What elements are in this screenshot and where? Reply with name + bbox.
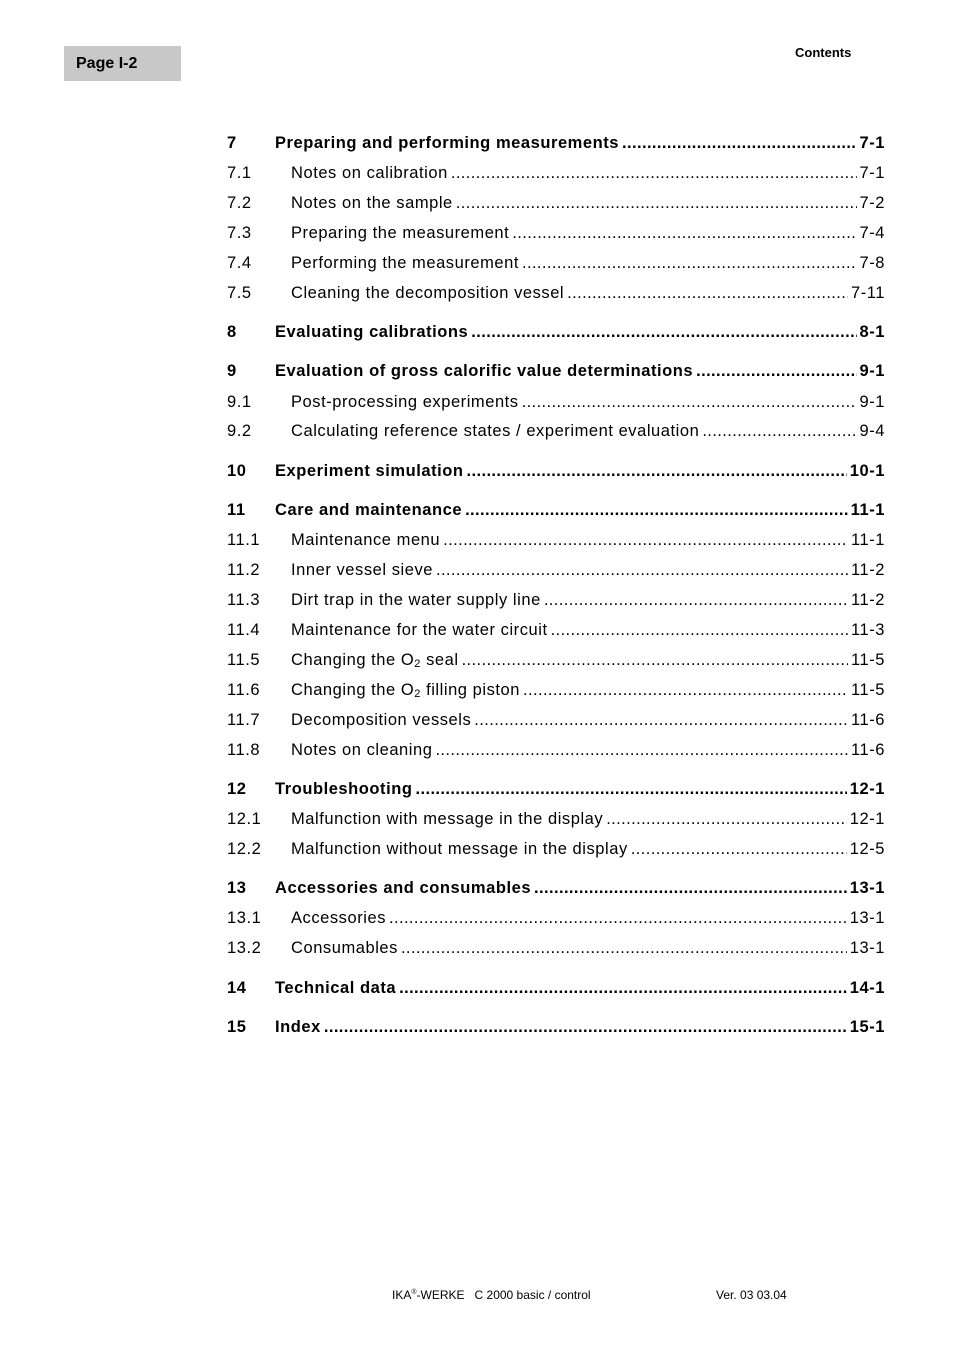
- toc-number: 11.3: [227, 591, 261, 609]
- toc-title: Malfunction with message in the display: [291, 810, 604, 828]
- toc-page-number: 8-1: [859, 323, 885, 341]
- toc-page-number: 9-4: [859, 422, 885, 440]
- toc-title: Dirt trap in the water supply line: [291, 591, 541, 609]
- toc-section-row: [227, 708, 885, 732]
- page-label: Page I-2: [64, 46, 181, 81]
- toc-title: Accessories and consumables: [275, 879, 532, 897]
- toc-leader-dots: [551, 618, 848, 642]
- toc-title: Care and maintenance: [275, 501, 463, 519]
- footer-brand: IKA: [392, 1288, 412, 1302]
- toc-leader-dots: [544, 588, 848, 612]
- toc-number: 12.2: [227, 840, 262, 858]
- toc-number: 9: [227, 362, 237, 380]
- toc-title: Preparing and performing measurements: [275, 134, 620, 152]
- toc-page-number: 12-1: [849, 810, 885, 828]
- toc-number: 11.7: [227, 711, 261, 729]
- toc-chapter-row: [227, 976, 885, 1000]
- toc-leader-dots: [606, 807, 847, 831]
- toc-leader-dots: [451, 161, 857, 185]
- toc-title: Evaluating calibrations: [275, 323, 469, 341]
- toc-number: 11.4: [227, 621, 261, 639]
- toc-chapter-row: [227, 876, 885, 900]
- toc-entry-line: [275, 777, 885, 801]
- toc-entry-line: [291, 161, 885, 185]
- toc-entry-line: [291, 906, 885, 930]
- toc-number: 7.5: [227, 284, 252, 302]
- registered-mark: ®: [411, 1289, 417, 1296]
- toc-leader-dots: [702, 419, 856, 443]
- toc-section-row: [227, 221, 885, 245]
- toc-page-number: 7-8: [859, 254, 885, 272]
- toc-entry-line: [291, 419, 885, 443]
- toc-entry-line: [291, 678, 885, 706]
- toc-title: Experiment simulation: [275, 462, 464, 480]
- toc-leader-dots: [389, 906, 847, 930]
- toc-entry-line: [291, 390, 885, 414]
- toc-leader-dots: [522, 390, 857, 414]
- toc-page-number: 7-4: [859, 224, 885, 242]
- toc-entry-line: [275, 320, 885, 344]
- toc-number: 11: [227, 501, 246, 519]
- toc-section-row: [227, 618, 885, 642]
- toc-number: 11.2: [227, 561, 261, 579]
- toc-title: Changing the $O_2$ filling piston: [291, 681, 521, 700]
- toc-leader-dots: [465, 498, 848, 522]
- toc-section-row: [227, 390, 885, 414]
- toc-title: Calculating reference states / experiment evaluation: [291, 422, 700, 440]
- toc-title: Inner vessel sieve: [291, 561, 433, 579]
- toc-section-row: [227, 281, 885, 305]
- toc-entry-line: [275, 1015, 885, 1039]
- toc-leader-dots: [567, 281, 848, 305]
- toc-section-row: [227, 419, 885, 443]
- footer-brand-suffix: -WERKE: [416, 1288, 465, 1302]
- toc-entry-line: [291, 251, 885, 275]
- toc-leader-dots: [467, 459, 847, 483]
- toc-number: 11.1: [227, 531, 261, 549]
- toc-page-number: 13-1: [849, 939, 885, 957]
- toc-title: Evaluation of gross calorific value determinations: [275, 362, 694, 380]
- toc-page-number: 11-1: [851, 531, 885, 549]
- toc-page-number: 9-1: [859, 362, 885, 380]
- toc-number: 7.3: [227, 224, 252, 242]
- toc-section-row: [227, 678, 885, 702]
- toc-page-number: 14-1: [849, 979, 885, 997]
- toc-leader-dots: [622, 131, 856, 155]
- toc-page-number: 13-1: [849, 879, 885, 897]
- toc-leader-dots: [456, 191, 857, 215]
- toc-entry-line: [291, 936, 885, 960]
- toc-chapter-row: [227, 320, 885, 344]
- toc-number: 11.6: [227, 681, 261, 699]
- toc-page-number: 11-6: [851, 711, 885, 729]
- toc-page-number: 11-3: [851, 621, 885, 639]
- toc-section-row: [227, 738, 885, 762]
- toc-title: Technical data: [275, 979, 397, 997]
- toc-entry-line: [275, 131, 885, 155]
- toc-leader-dots: [462, 648, 848, 672]
- toc-section-row: [227, 191, 885, 215]
- toc-section-row: [227, 936, 885, 960]
- toc-page-number: 7-2: [859, 194, 885, 212]
- toc-entry-line: [275, 498, 885, 522]
- toc-page-number: 9-1: [859, 393, 885, 411]
- toc-number: 12.1: [227, 810, 262, 828]
- toc-page-number: 11-2: [851, 591, 885, 609]
- toc-entry-line: [291, 618, 885, 642]
- toc-title: Decomposition vessels: [291, 711, 472, 729]
- toc-page-number: 11-5: [851, 651, 885, 669]
- toc-section-row: [227, 161, 885, 185]
- toc-entry-line: [275, 459, 885, 483]
- toc-entry-line: [275, 976, 885, 1000]
- toc-entry-line: [275, 876, 885, 900]
- toc-page-number: 7-11: [851, 284, 885, 302]
- toc-entry-line: [291, 708, 885, 732]
- toc-entry-line: [291, 221, 885, 245]
- toc-entry-line: [291, 648, 885, 676]
- toc-leader-dots: [471, 320, 856, 344]
- toc-leader-dots: [523, 678, 848, 702]
- toc-leader-dots: [435, 738, 848, 762]
- footer-version: Ver. 03 03.04: [716, 1288, 787, 1302]
- toc-page-number: 11-1: [850, 501, 885, 519]
- toc-number: 15: [227, 1018, 247, 1036]
- toc-page-number: 7-1: [859, 164, 885, 182]
- toc-number: 13: [227, 879, 247, 897]
- toc-entry-line: [291, 807, 885, 831]
- toc-number: 9.1: [227, 393, 252, 411]
- toc-leader-dots: [399, 976, 847, 1000]
- footer-product-name: C 2000 basic / control: [474, 1288, 591, 1302]
- toc-page-number: 11-6: [851, 741, 885, 759]
- toc-section-row: [227, 558, 885, 582]
- toc-title: Post-processing experiments: [291, 393, 519, 411]
- toc-title: Malfunction without message in the display: [291, 840, 628, 858]
- toc-number: 10: [227, 462, 247, 480]
- toc-number: 11.5: [227, 651, 261, 669]
- toc-number: 12: [227, 780, 247, 798]
- toc-leader-dots: [401, 936, 847, 960]
- toc-title: Changing the $O_2$ seal: [291, 651, 459, 670]
- toc-title: Notes on cleaning: [291, 741, 433, 759]
- toc-section-row: [227, 648, 885, 672]
- toc-entry-line: [291, 528, 885, 552]
- toc-chapter-row: [227, 359, 885, 383]
- toc-section-row: [227, 528, 885, 552]
- toc-leader-dots: [512, 221, 856, 245]
- toc-title: Notes on the sample: [291, 194, 453, 212]
- toc-entry-line: [275, 359, 885, 383]
- toc-page-number: 11-5: [851, 681, 885, 699]
- toc-section-row: [227, 837, 885, 861]
- toc-number: 14: [227, 979, 247, 997]
- toc-leader-dots: [324, 1015, 847, 1039]
- toc-title: Troubleshooting: [275, 780, 413, 798]
- toc-entry-line: [291, 281, 885, 305]
- toc-title: Notes on calibration: [291, 164, 448, 182]
- toc-title: Index: [275, 1018, 321, 1036]
- toc-number: 7: [227, 134, 237, 152]
- toc-chapter-row: [227, 498, 885, 522]
- toc-number: 9.2: [227, 422, 252, 440]
- toc-title: Performing the measurement: [291, 254, 519, 272]
- toc-chapter-row: [227, 131, 885, 155]
- toc-section-row: [227, 588, 885, 612]
- toc-number: 11.8: [227, 741, 261, 759]
- toc-title: Preparing the measurement: [291, 224, 510, 242]
- toc-number: 7.1: [227, 164, 252, 182]
- toc-title: Cleaning the decomposition vessel: [291, 284, 565, 302]
- toc-leader-dots: [631, 837, 847, 861]
- toc-title: Accessories: [291, 909, 386, 927]
- section-title: Contents: [795, 45, 852, 60]
- toc-page-number: 12-1: [849, 780, 885, 798]
- toc-entry-line: [291, 588, 885, 612]
- toc-chapter-row: [227, 1015, 885, 1039]
- toc-number: 8: [227, 323, 237, 341]
- footer-product: [392, 1288, 591, 1302]
- toc-page-number: 10-1: [849, 462, 885, 480]
- toc-leader-dots: [474, 708, 848, 732]
- toc-entry-line: [291, 837, 885, 861]
- toc-entry-line: [291, 558, 885, 582]
- toc-section-row: [227, 807, 885, 831]
- toc-leader-dots: [534, 876, 847, 900]
- toc-page-number: 11-2: [851, 561, 885, 579]
- toc-section-row: [227, 251, 885, 275]
- toc-leader-dots: [522, 251, 857, 275]
- toc-title: Consumables: [291, 939, 398, 957]
- toc-number: 7.4: [227, 254, 252, 272]
- toc-number: 13.2: [227, 939, 262, 957]
- toc-section-row: [227, 906, 885, 930]
- toc-leader-dots: [443, 528, 848, 552]
- toc-page-number: 13-1: [849, 909, 885, 927]
- toc-page-number: 12-5: [849, 840, 885, 858]
- toc-entry-line: [291, 191, 885, 215]
- toc-page-number: 15-1: [849, 1018, 885, 1036]
- toc-entry-line: [291, 738, 885, 762]
- toc-number: 7.2: [227, 194, 252, 212]
- toc-title: Maintenance for the water circuit: [291, 621, 548, 639]
- toc-chapter-row: [227, 459, 885, 483]
- toc-page-number: 7-1: [859, 134, 885, 152]
- toc-leader-dots: [696, 359, 856, 383]
- toc-title: Maintenance menu: [291, 531, 441, 549]
- toc-leader-dots: [436, 558, 848, 582]
- toc-leader-dots: [416, 777, 847, 801]
- toc-chapter-row: [227, 777, 885, 801]
- toc-number: 13.1: [227, 909, 262, 927]
